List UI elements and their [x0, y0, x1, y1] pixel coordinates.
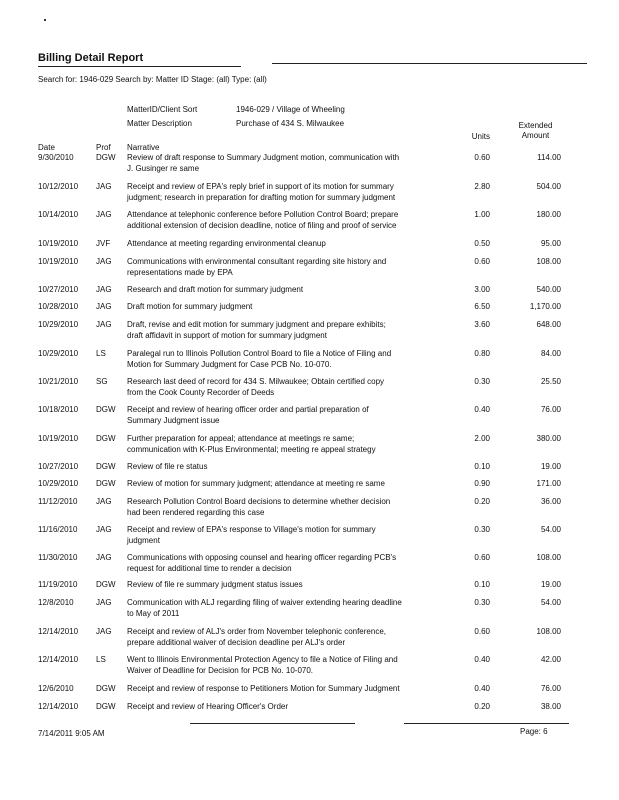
entry-professional: JAG	[96, 285, 112, 294]
narrative-line: Communications with opposing counsel and hearing officer regarding PCB's	[127, 553, 397, 562]
entry-professional: JVF	[96, 239, 111, 248]
column-header-date: Date	[38, 143, 55, 152]
entry-units: 3.60	[474, 320, 490, 329]
narrative-line: Review of file re summary judgment status issues	[127, 580, 303, 589]
narrative-line: from the Cook County Recorder of Deeds	[127, 387, 275, 397]
entry-professional: DGW	[96, 405, 116, 414]
entry-amount: 108.00	[536, 257, 561, 266]
entry-narrative	[127, 598, 453, 619]
narrative-line: Communication with ALJ regarding filing of waiver extending hearing deadline	[127, 598, 402, 607]
entry-date: 10/27/2010	[38, 285, 79, 294]
entry-date: 12/6/2010	[38, 684, 74, 693]
title-underline	[38, 66, 241, 67]
entry-professional: DGW	[96, 434, 116, 443]
narrative-line: request for additional time to render a decision	[127, 563, 292, 573]
entry-date: 10/27/2010	[38, 462, 79, 471]
entry-amount: 95.00	[540, 239, 561, 248]
entry-amount: 25.50	[540, 377, 561, 386]
narrative-line: Paralegal run to Illinois Pollution Control Board to file a Notice of Filing and	[127, 349, 392, 358]
narrative-line: Further preparation for appeal; attendance at meetings re same;	[127, 434, 355, 443]
entry-amount: 108.00	[536, 553, 561, 562]
entry-amount: 54.00	[540, 598, 561, 607]
entry-narrative	[127, 553, 453, 574]
narrative-line: Research Pollution Control Board decisions to determine whether decision	[127, 497, 391, 506]
entry-units: 0.30	[474, 377, 490, 386]
entry-narrative	[127, 684, 453, 695]
report-title: Billing Detail Report	[38, 52, 144, 64]
entry-amount: 76.00	[540, 405, 561, 414]
column-header-prof: Prof	[96, 143, 111, 152]
narrative-line: Receipt and review of EPA's response to Village's motion for summary	[127, 525, 376, 534]
entry-units: 0.50	[474, 239, 490, 248]
stray-mark	[44, 19, 46, 21]
entry-professional: JAG	[96, 627, 112, 636]
narrative-line: Receipt and review of EPA's reply brief in support of its motion for summary	[127, 182, 394, 191]
entry-professional: DGW	[96, 702, 116, 711]
matter-description-value: Purchase of 434 S. Milwaukee	[236, 119, 345, 128]
entry-professional: SG	[96, 377, 108, 386]
entry-date: 12/14/2010	[38, 627, 79, 636]
narrative-line: Review of motion for summary judgment; attendance at meeting re same	[127, 479, 385, 488]
narrative-line: Draft, revise and edit motion for summary judgment and prepare exhibits;	[127, 320, 386, 329]
narrative-line: judgment	[127, 535, 160, 545]
entry-professional: JAG	[96, 210, 112, 219]
entry-amount: 380.00	[536, 434, 561, 443]
narrative-line: representations made by EPA	[127, 267, 233, 277]
entry-date: 10/12/2010	[38, 182, 79, 191]
entry-amount: 84.00	[540, 349, 561, 358]
entry-units: 0.60	[474, 153, 490, 162]
entry-narrative	[127, 153, 453, 174]
narrative-line: Research last deed of record for 434 S. Milwaukee; Obtain certified copy	[127, 377, 385, 386]
entry-amount: 171.00	[536, 479, 561, 488]
entry-narrative	[127, 405, 453, 426]
entry-professional: LS	[96, 655, 106, 664]
entry-units: 3.00	[474, 285, 490, 294]
narrative-line: prepare additional waiver of decision deadline per ALJ's order	[127, 637, 346, 647]
entry-narrative	[127, 525, 453, 546]
entry-professional: JAG	[96, 302, 112, 311]
entry-date: 10/14/2010	[38, 210, 79, 219]
entry-narrative	[127, 434, 453, 455]
narrative-line: Waiver of Deadline for Decision for PCB No. 10-070.	[127, 665, 314, 675]
footer-rule	[404, 723, 569, 724]
entry-narrative	[127, 627, 453, 648]
entry-units: 2.00	[474, 434, 490, 443]
entry-units: 6.50	[474, 302, 490, 311]
entry-professional: JAG	[96, 497, 112, 506]
entry-date: 10/28/2010	[38, 302, 79, 311]
entry-narrative	[127, 285, 453, 296]
entry-units: 2.80	[474, 182, 490, 191]
entry-professional: JAG	[96, 320, 112, 329]
entry-units: 0.40	[474, 655, 490, 664]
narrative-line: Receipt and review of Hearing Officer's Order	[127, 702, 289, 711]
column-header-narrative: Narrative	[127, 143, 160, 152]
entry-professional: LS	[96, 349, 106, 358]
narrative-line: Receipt and review of response to Petitioners Motion for Summary Judgment	[127, 684, 400, 693]
entry-units: 0.90	[474, 479, 490, 488]
title-rule	[272, 63, 587, 64]
entry-amount: 108.00	[536, 627, 561, 636]
narrative-line: Motion for Summary Judgment for Case PCB No. 10-070.	[127, 359, 332, 369]
footer-timestamp: 7/14/2011 9:05 AM	[38, 729, 105, 738]
entry-units: 0.20	[474, 497, 490, 506]
entry-units: 0.60	[474, 257, 490, 266]
entry-units: 0.10	[474, 462, 490, 471]
entry-units: 1.00	[474, 210, 490, 219]
matter-description-label: Matter Description	[127, 119, 192, 128]
entry-date: 11/16/2010	[38, 525, 78, 534]
narrative-line: Receipt and review of hearing officer order and partial preparation of	[127, 405, 369, 414]
entry-amount: 38.00	[540, 702, 561, 711]
entry-date: 11/30/2010	[38, 553, 78, 562]
narrative-line: Went to Illinois Environmental Protection Agency to file a Notice of Filing and	[127, 655, 398, 664]
narrative-line: Attendance at meeting regarding environmental cleanup	[127, 239, 326, 248]
entry-date: 10/18/2010	[38, 405, 79, 414]
entry-date: 10/19/2010	[38, 257, 79, 266]
entry-professional: JAG	[96, 598, 112, 607]
entry-narrative	[127, 497, 453, 518]
entry-narrative	[127, 257, 453, 278]
entry-professional: DGW	[96, 580, 116, 589]
narrative-line: Draft motion for summary judgment	[127, 302, 253, 311]
narrative-line: judgment; research in preparation for drafting motion for summary judgment	[127, 192, 396, 202]
entry-units: 0.10	[474, 580, 490, 589]
entry-narrative	[127, 302, 453, 313]
column-header-units: Units	[471, 132, 490, 141]
entry-amount: 1,170.00	[529, 302, 561, 311]
entry-date: 10/29/2010	[38, 320, 79, 329]
entry-narrative	[127, 239, 453, 250]
entry-amount: 180.00	[536, 210, 561, 219]
entry-narrative	[127, 349, 453, 370]
entry-professional: JAG	[96, 525, 112, 534]
matter-sort-value: 1946-029 / Village of Wheeling	[236, 105, 345, 114]
entry-amount: 54.00	[540, 525, 561, 534]
entry-professional: DGW	[96, 462, 116, 471]
entry-professional: JAG	[96, 553, 112, 562]
entry-narrative	[127, 479, 453, 490]
entry-date: 12/14/2010	[38, 655, 79, 664]
entry-amount: 19.00	[540, 462, 561, 471]
entry-date: 10/19/2010	[38, 239, 79, 248]
entry-units: 0.30	[474, 525, 490, 534]
narrative-line: draft affidavit in support of motion for summary judgment	[127, 330, 327, 340]
entry-amount: 114.00	[537, 153, 561, 162]
entry-narrative	[127, 655, 453, 676]
narrative-line: to May of 2011	[127, 608, 180, 618]
entry-narrative	[127, 210, 453, 231]
entry-narrative	[127, 462, 453, 473]
entry-units: 0.30	[474, 598, 490, 607]
column-header-extended: Extended	[518, 121, 553, 130]
entry-date: 10/21/2010	[38, 377, 79, 386]
narrative-line: communication with K-Plus Environmental; meeting re appeal strategy	[127, 444, 376, 454]
narrative-line: J. Gusinger re same	[127, 163, 200, 173]
entry-professional: DGW	[96, 153, 116, 162]
search-criteria: Search for: 1946-029 Search by: Matter ID Stage: (all) Type: (all)	[38, 75, 267, 84]
entry-narrative	[127, 320, 453, 341]
entry-date: 11/19/2010	[38, 580, 78, 589]
entry-amount: 19.00	[540, 580, 561, 589]
entry-professional: DGW	[96, 684, 116, 693]
narrative-line: Summary Judgment issue	[127, 415, 220, 425]
entry-professional: JAG	[96, 182, 112, 191]
entry-date: 12/8/2010	[38, 598, 74, 607]
entry-amount: 540.00	[536, 285, 561, 294]
narrative-line: Review of draft response to Summary Judgment motion, communication with	[127, 153, 400, 162]
column-header-amount: Amount	[521, 131, 550, 140]
narrative-line: Research and draft motion for summary judgment	[127, 285, 304, 294]
entry-date: 11/12/2010	[38, 497, 78, 506]
entry-narrative	[127, 702, 453, 713]
entry-amount: 76.00	[540, 684, 561, 693]
entry-narrative	[127, 182, 453, 203]
entry-date: 9/30/2010	[38, 153, 74, 162]
entry-professional: JAG	[96, 257, 112, 266]
narrative-line: Attendance at telephonic conference before Pollution Control Board; prepare	[127, 210, 399, 219]
narrative-line: Review of file re status	[127, 462, 208, 471]
entry-units: 0.60	[474, 627, 490, 636]
entry-units: 0.40	[474, 684, 490, 693]
entry-date: 12/14/2010	[38, 702, 79, 711]
narrative-line: Receipt and review of ALJ's order from November telephonic conference,	[127, 627, 386, 636]
entry-amount: 36.00	[540, 497, 561, 506]
entry-date: 10/19/2010	[38, 434, 79, 443]
matter-sort-label: MatterID/Client Sort	[127, 105, 198, 114]
entry-units: 0.40	[474, 405, 490, 414]
entry-date: 10/29/2010	[38, 349, 79, 358]
entry-amount: 504.00	[536, 182, 561, 191]
entry-amount: 42.00	[540, 655, 561, 664]
narrative-line: had been rendered regarding this case	[127, 507, 265, 517]
entry-narrative	[127, 580, 453, 591]
entry-professional: DGW	[96, 479, 116, 488]
narrative-line: additional extension of decision deadline, notice of filing and proof of service	[127, 220, 397, 230]
entry-amount: 648.00	[536, 320, 561, 329]
entry-date: 10/29/2010	[38, 479, 79, 488]
footer-rule	[190, 723, 355, 724]
entry-units: 0.60	[474, 553, 490, 562]
entry-narrative	[127, 377, 453, 398]
page-number: Page: 6	[520, 727, 548, 736]
entry-units: 0.80	[474, 349, 490, 358]
narrative-line: Communications with environmental consultant regarding site history and	[127, 257, 387, 266]
entry-units: 0.20	[474, 702, 490, 711]
